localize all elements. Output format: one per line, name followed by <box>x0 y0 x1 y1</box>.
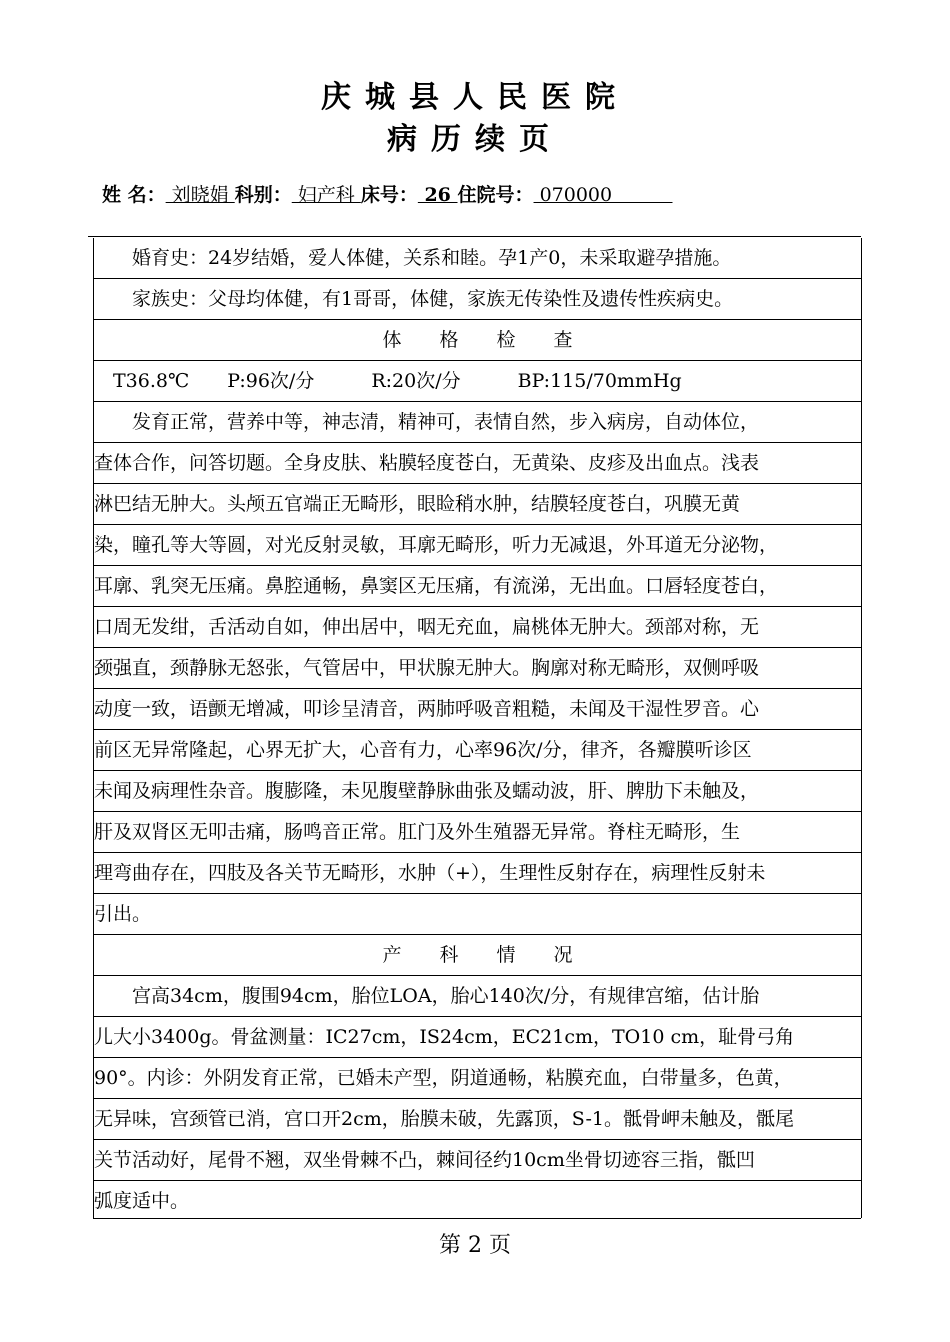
admission-label: 住院号： <box>457 184 534 206</box>
hospital-name: 庆城县人民医院 <box>321 80 629 115</box>
record-line: 染，瞳孔等大等圆，对光反射灵敏，耳廓无畸形，听力无减退，外耳道无分泌物， <box>94 525 861 566</box>
record-line: 90°。内诊：外阴发育正常，已婚未产型，阴道通畅，粘膜充血，白带量多，色黄， <box>94 1058 861 1099</box>
record-line: 查体合作，问答切题。全身皮肤、粘膜轻度苍白，无黄染、皮疹及出血点。浅表 <box>94 443 861 484</box>
record-line: 前区无异常隆起，心界无扩大，心音有力，心率96次/分，律齐，各瓣膜听诊区 <box>94 730 861 771</box>
patient-info-line <box>102 180 673 207</box>
record-line: 未闻及病理性杂音。腹膨隆，未见腹壁静脉曲张及蠕动波，肝、脾肋下未触及， <box>94 771 861 812</box>
record-line: 儿大小3400g。骨盆测量：IC27cm，IS24cm，EC21cm，TO10 cm，耻骨弓角 <box>94 1017 861 1058</box>
record-line: 肝及双肾区无叩击痛，肠鸣音正常。肛门及外生殖器无异常。脊柱无畸形，生 <box>94 812 861 853</box>
admission-number: 070000 <box>533 184 673 206</box>
page-number: 第 2 页 <box>439 1233 511 1258</box>
bed-label: 床号： <box>360 184 418 206</box>
bed-number: 26 <box>417 184 458 206</box>
record-line: 家族史：父母均体健，有1哥哥，体健，家族无传染性及遗传性疾病史。 <box>94 279 861 320</box>
record-line: 理弯曲存在，四肢及各关节无畸形，水肿（+），生理性反射存在，病理性反射未 <box>94 853 861 894</box>
table-top-border <box>88 236 861 237</box>
document-title: 病历续页 <box>387 122 563 157</box>
department: 妇产科 <box>291 184 361 206</box>
record-line: 发育正常，营养中等，神志清，精神可，表情自然，步入病房，自动体位， <box>94 402 861 443</box>
record-line: 耳廓、乳突无压痛。鼻腔通畅，鼻窦区无压痛，有流涕，无出血。口唇轻度苍白， <box>94 566 861 607</box>
record-line: 颈强直，颈静脉无怒张，气管居中，甲状腺无肿大。胸廓对称无畸形，双侧呼吸 <box>94 648 861 689</box>
patient-name: 刘晓娟 <box>165 184 235 206</box>
record-line: 引出。 <box>94 894 861 935</box>
record-line: 弧度适中。 <box>94 1190 190 1212</box>
record-sheet <box>93 238 862 1218</box>
section-heading-physical-exam: 体 格 检 查 <box>94 320 861 361</box>
record-line: 动度一致，语颤无增减，叩诊呈清音，两肺呼吸音粗糙，未闻及干湿性罗音。心 <box>94 689 861 730</box>
record-line: 淋巴结无肿大。头颅五官端正无畸形，眼睑稍水肿，结膜轻度苍白，巩膜无黄 <box>94 484 861 525</box>
name-label: 姓 名： <box>102 184 166 206</box>
record-line: 婚育史：24岁结婚，爱人体健，关系和睦。孕1产0，未采取避孕措施。 <box>94 238 861 279</box>
record-line: 无异味，宫颈管已消，宫口开2cm，胎膜未破，先露顶，S-1。骶骨岬未触及，骶尾 <box>94 1099 861 1140</box>
record-line: 口周无发绀，舌活动自如，伸出居中，咽无充血，扁桃体无肿大。颈部对称，无 <box>94 607 861 648</box>
table-bottom-border <box>93 1218 861 1219</box>
record-line: 关节活动好，尾骨不翘，双坐骨棘不凸，棘间径约10cm坐骨切迹容三指，骶凹 <box>94 1140 861 1181</box>
section-heading-obstetric: 产 科 情 况 <box>94 935 861 976</box>
dept-label: 科别： <box>234 184 292 206</box>
record-line: 宫高34cm，腹围94cm，胎位LOA，胎心140次/分，有规律宫缩，估计胎 <box>94 976 861 1017</box>
vital-signs-line: T36.8℃ P:96次/分 R:20次/分 BP:115/70mmHg <box>94 361 861 402</box>
